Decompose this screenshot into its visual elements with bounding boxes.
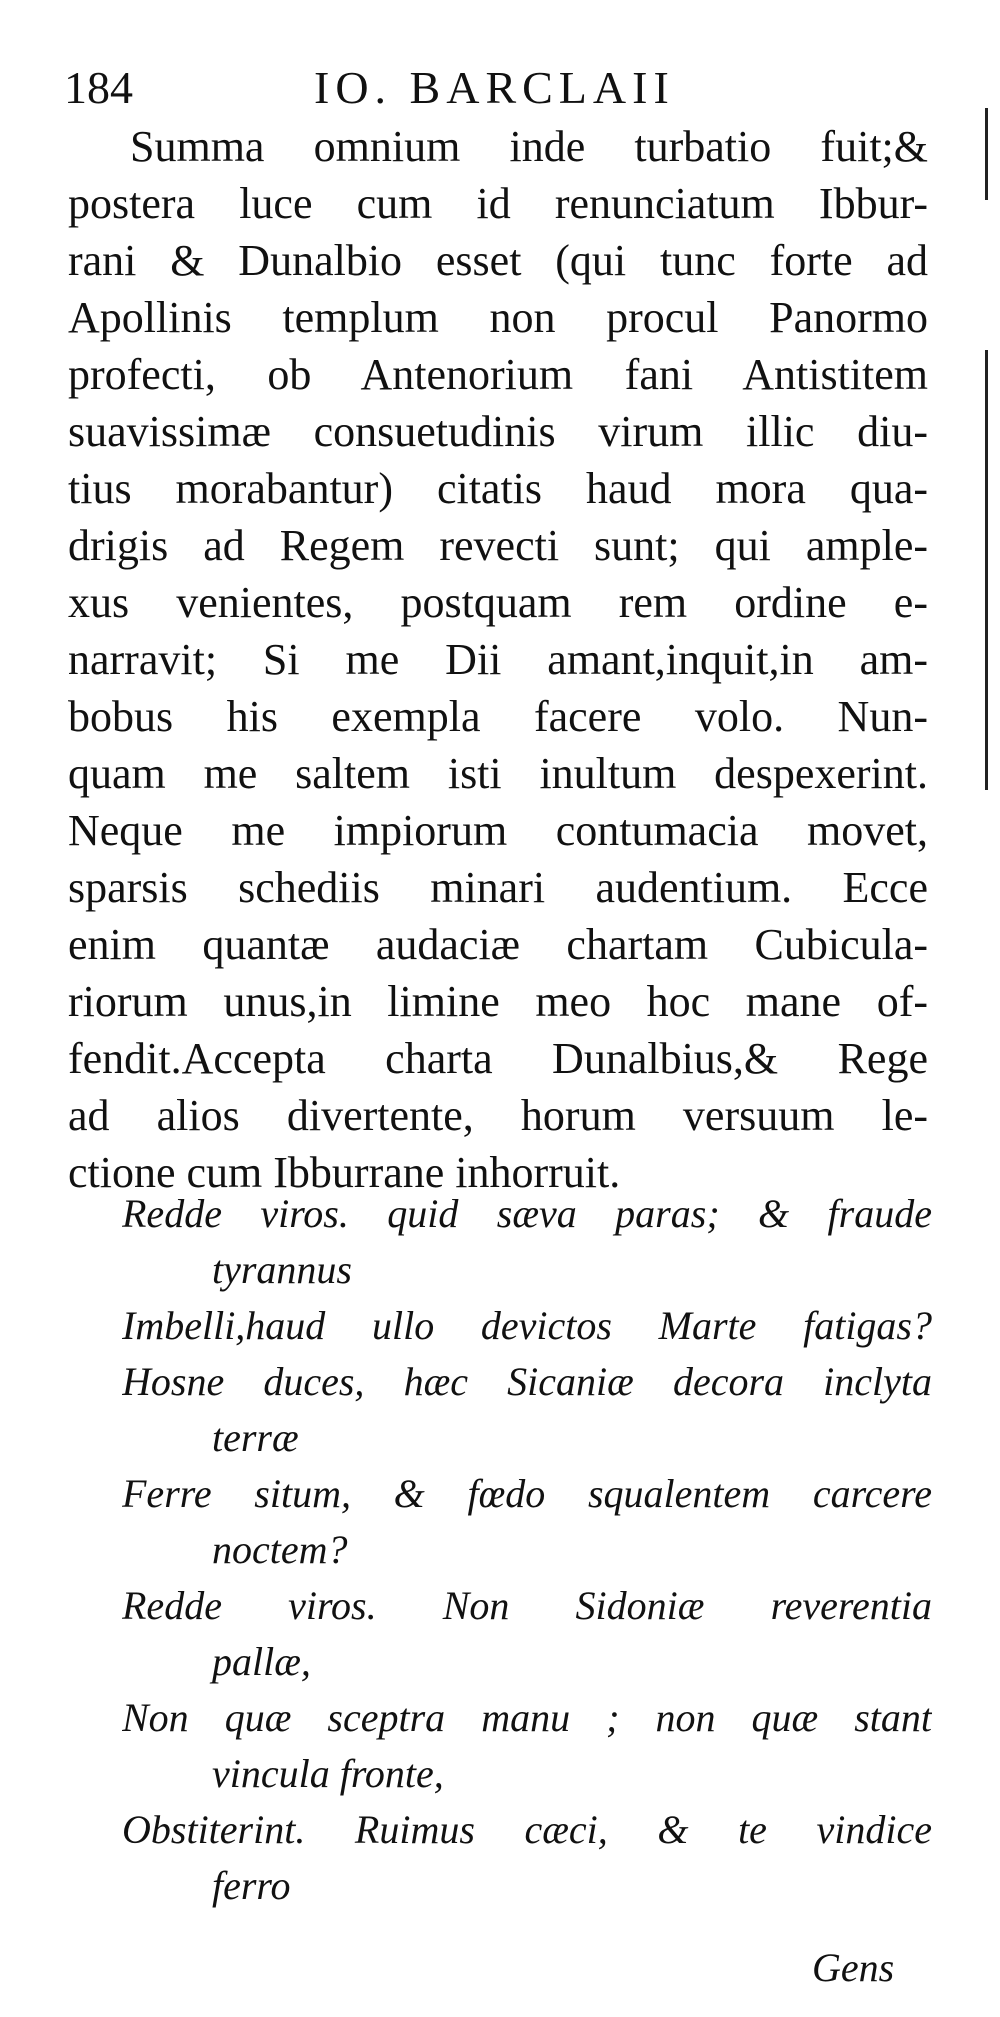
prose-line: xus venientes, postquam rem ordine e- <box>68 578 928 627</box>
verse-line-continuation: pallæ, <box>212 1639 311 1684</box>
verse-line: Hosne duces, hæc Sicaniæ decora inclyta <box>122 1359 932 1404</box>
running-head <box>64 58 924 118</box>
verse-line-continuation: terræ <box>212 1415 299 1460</box>
verse-line-continuation: ferro <box>212 1863 291 1908</box>
prose-line: tius morabantur) citatis haud mora qua- <box>68 464 928 513</box>
verse-line: Redde viros. Non Sidoniæ reverentia <box>122 1583 932 1628</box>
running-title: IO. BARCLAII <box>314 62 675 113</box>
prose-line: bobus his exempla facere volo. Nun- <box>68 692 928 741</box>
prose-line: Neque me impiorum contumacia movet, <box>68 806 928 855</box>
verse-line: Non quæ sceptra manu ; non quæ stant <box>122 1695 932 1740</box>
margin-rule <box>985 350 988 790</box>
verse-line-continuation: vincula fronte, <box>212 1751 444 1796</box>
prose-line: riorum unus,in limine meo hoc mane of- <box>68 977 928 1026</box>
prose-line: postera luce cum id renunciatum Ibbur- <box>68 179 928 228</box>
prose-line: quam me saltem isti inultum despexerint. <box>68 749 928 798</box>
verse-block <box>122 1186 932 1914</box>
prose-line: ctione cum Ibburrane inhorruit. <box>68 1148 621 1197</box>
verse-line: Obstiterint. Ruimus cæci, & te vindice <box>122 1807 932 1852</box>
verse-line: Redde viros. quid sæva paras; & fraude <box>122 1191 932 1236</box>
prose-line: enim quantæ audaciæ chartam Cubicula- <box>68 920 928 969</box>
verse-line-continuation: tyrannus <box>212 1247 352 1292</box>
margin-rule <box>985 108 988 200</box>
page-number: 184 <box>64 62 133 113</box>
prose-line: suavissimæ consuetudinis virum illic diu- <box>68 407 928 456</box>
prose-line: rani & Dunalbio esset (qui tunc forte ad <box>68 236 928 285</box>
prose-line: fendit.Accepta charta Dunalbius,& Rege <box>68 1034 928 1083</box>
prose-line: profecti, ob Antenorium fani Antistitem <box>68 350 928 399</box>
prose-line: narravit; Si me Dii amant,inquit,in am- <box>68 635 928 684</box>
prose-line: Apollinis templum non procul Panormo <box>68 293 928 342</box>
prose-line: drigis ad Regem revecti sunt; qui ample- <box>68 521 928 570</box>
prose-text <box>68 118 928 1201</box>
verse-line-continuation: noctem? <box>212 1527 348 1572</box>
prose-line: sparsis schediis minari audentium. Ecce <box>68 863 928 912</box>
prose-line: Summa omnium inde turbatio fuit;& <box>130 122 928 171</box>
catchword: Gens <box>812 1945 895 1990</box>
prose-line: ad alios divertente, horum versuum le- <box>68 1091 928 1140</box>
verse-line: Ferre situm, & fœdo squalentem carcere <box>122 1471 932 1516</box>
verse-line: Imbelli,haud ullo devictos Marte fatigas? <box>122 1303 932 1348</box>
